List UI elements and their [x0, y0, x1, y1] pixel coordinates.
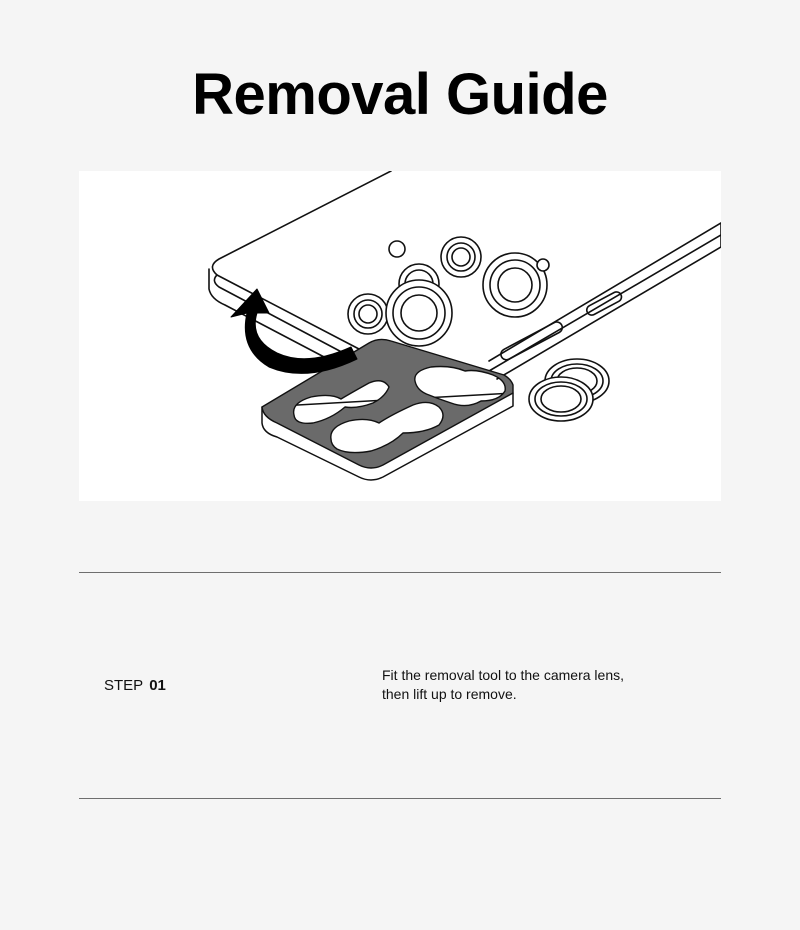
removal-illustration: [79, 171, 721, 501]
step-number: 01: [149, 677, 166, 694]
page-title: Removal Guide: [192, 62, 608, 127]
camera-lenses: [348, 237, 549, 346]
divider-bottom: [79, 798, 721, 799]
removed-lens-rings: [529, 359, 609, 421]
divider-top: [79, 572, 721, 573]
step-instruction: [382, 666, 702, 704]
instruction-line-1: Fit the removal tool to the camera lens,: [382, 667, 624, 683]
step-indicator: [104, 676, 166, 696]
lift-arrow-icon: [231, 289, 357, 373]
step-label: STEP: [104, 677, 144, 694]
instruction-line-2: then lift up to remove.: [382, 686, 517, 702]
